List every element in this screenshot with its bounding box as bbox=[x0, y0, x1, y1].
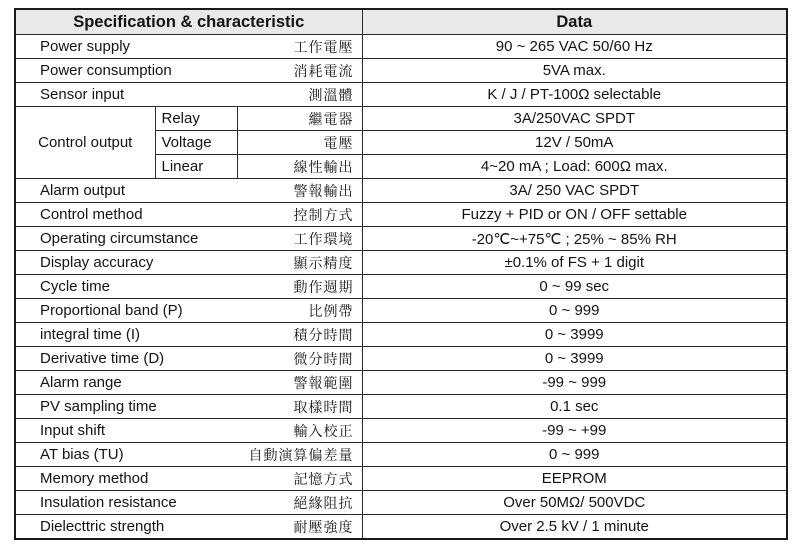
param-label-zh: 絕緣阻抗 bbox=[237, 491, 362, 515]
param-value: 12V / 50mA bbox=[362, 131, 787, 155]
param-value: K / J / PT-100Ω selectable bbox=[362, 83, 787, 107]
param-label-zh: 微分時間 bbox=[237, 347, 362, 371]
param-value: -20℃~+75℃ ; 25% ~ 85% RH bbox=[362, 227, 787, 251]
sub-param-label-zh: 電壓 bbox=[237, 131, 362, 155]
param-value: 0 ~ 3999 bbox=[362, 323, 787, 347]
sub-param-label-zh: 線性輸出 bbox=[237, 155, 362, 179]
param-value: Over 50MΩ/ 500VDC bbox=[362, 491, 787, 515]
specification-sheet bbox=[14, 8, 786, 545]
param-value: 5VA max. bbox=[362, 59, 787, 83]
table-row bbox=[15, 227, 787, 251]
table-row bbox=[15, 275, 787, 299]
spec-column-header: Specification & characteristic bbox=[15, 9, 362, 35]
param-label-zh: 積分時間 bbox=[237, 323, 362, 347]
param-label-zh: 取樣時間 bbox=[237, 395, 362, 419]
param-label-zh: 測溫體 bbox=[237, 83, 362, 107]
param-label: Cycle time bbox=[15, 275, 237, 299]
param-value: 0 ~ 3999 bbox=[362, 347, 787, 371]
table-row bbox=[15, 515, 787, 540]
table-row bbox=[15, 107, 787, 131]
param-value: -99 ~ +99 bbox=[362, 419, 787, 443]
param-value: EEPROM bbox=[362, 467, 787, 491]
sub-param-label-zh: 繼電器 bbox=[237, 107, 362, 131]
param-label-zh: 自動演算偏差量 bbox=[237, 443, 362, 467]
table-row bbox=[15, 35, 787, 59]
param-value: 90 ~ 265 VAC 50/60 Hz bbox=[362, 35, 787, 59]
param-value: 0 ~ 999 bbox=[362, 299, 787, 323]
param-value: ±0.1% of FS + 1 digit bbox=[362, 251, 787, 275]
table-row bbox=[15, 203, 787, 227]
table-row bbox=[15, 371, 787, 395]
param-value: 3A/ 250 VAC SPDT bbox=[362, 179, 787, 203]
param-label: Alarm output bbox=[15, 179, 237, 203]
table-row bbox=[15, 443, 787, 467]
param-value: 0 ~ 99 sec bbox=[362, 275, 787, 299]
table-row bbox=[15, 179, 787, 203]
table-row bbox=[15, 299, 787, 323]
table-header-row bbox=[15, 9, 787, 35]
param-label: Dielecttric strength bbox=[15, 515, 237, 540]
param-value: 3A/250VAC SPDT bbox=[362, 107, 787, 131]
sub-param-label: Relay bbox=[155, 107, 237, 131]
param-label-zh: 比例帶 bbox=[237, 299, 362, 323]
param-label-zh: 警報範圍 bbox=[237, 371, 362, 395]
param-label: Derivative time (D) bbox=[15, 347, 237, 371]
table-row bbox=[15, 323, 787, 347]
param-label-zh: 動作週期 bbox=[237, 275, 362, 299]
param-label: Proportional band (P) bbox=[15, 299, 237, 323]
param-label: Memory method bbox=[15, 467, 237, 491]
param-label-zh: 工作電壓 bbox=[237, 35, 362, 59]
table-row bbox=[15, 491, 787, 515]
param-label: Power supply bbox=[15, 35, 237, 59]
param-label: Control method bbox=[15, 203, 237, 227]
table-row bbox=[15, 83, 787, 107]
param-label-zh: 輸入校正 bbox=[237, 419, 362, 443]
param-label: AT bias (TU) bbox=[15, 443, 237, 467]
param-label: Alarm range bbox=[15, 371, 237, 395]
param-value: Fuzzy + PID or ON / OFF settable bbox=[362, 203, 787, 227]
data-column-header: Data bbox=[362, 9, 787, 35]
param-value: -99 ~ 999 bbox=[362, 371, 787, 395]
param-label-zh: 消耗電流 bbox=[237, 59, 362, 83]
table-row bbox=[15, 251, 787, 275]
param-label-zh: 耐壓強度 bbox=[237, 515, 362, 540]
param-label: PV sampling time bbox=[15, 395, 237, 419]
param-label-zh: 記憶方式 bbox=[237, 467, 362, 491]
param-label-zh: 工作環境 bbox=[237, 227, 362, 251]
table-row bbox=[15, 59, 787, 83]
sub-param-label: Voltage bbox=[155, 131, 237, 155]
sub-param-label: Linear bbox=[155, 155, 237, 179]
param-label: Input shift bbox=[15, 419, 237, 443]
param-label: Power consumption bbox=[15, 59, 237, 83]
param-label: integral time (I) bbox=[15, 323, 237, 347]
table-row bbox=[15, 419, 787, 443]
param-label: Sensor input bbox=[15, 83, 237, 107]
param-value: 0.1 sec bbox=[362, 395, 787, 419]
spec-table bbox=[14, 8, 788, 540]
param-label-zh: 警報輸出 bbox=[237, 179, 362, 203]
param-value: 4~20 mA ; Load: 600Ω max. bbox=[362, 155, 787, 179]
table-row bbox=[15, 467, 787, 491]
param-label-zh: 控制方式 bbox=[237, 203, 362, 227]
param-value: 0 ~ 999 bbox=[362, 443, 787, 467]
param-label: Insulation resistance bbox=[15, 491, 237, 515]
control-output-group-label: Control output bbox=[15, 107, 155, 179]
param-label: Operating circumstance bbox=[15, 227, 237, 251]
table-row bbox=[15, 347, 787, 371]
param-value: Over 2.5 kV / 1 minute bbox=[362, 515, 787, 540]
param-label: Display accuracy bbox=[15, 251, 237, 275]
table-row bbox=[15, 395, 787, 419]
param-label-zh: 顯示精度 bbox=[237, 251, 362, 275]
